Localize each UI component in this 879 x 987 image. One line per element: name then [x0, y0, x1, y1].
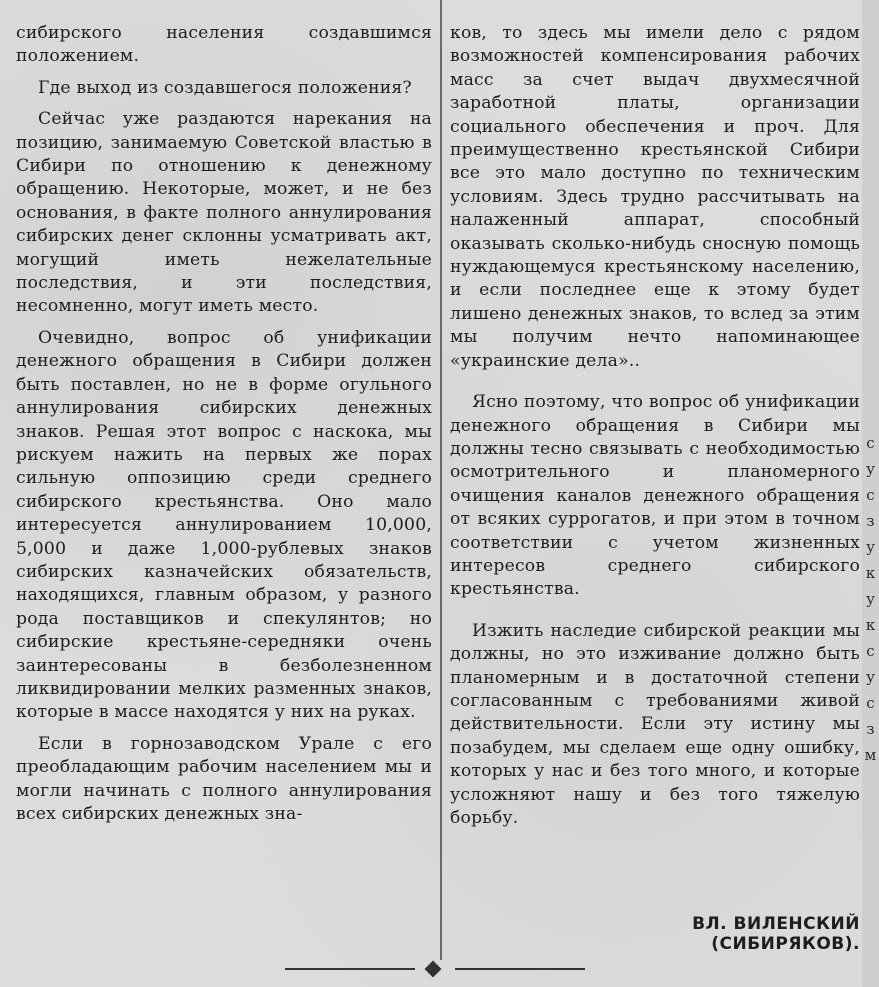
ornament-line-left	[285, 968, 415, 970]
edge-fragment: у	[866, 460, 875, 478]
edge-fragment: к	[865, 564, 876, 582]
right-paragraph-3: Изжить наследие сибирской реакции мы должны, но это изживание должно быть планомерным и в достаточной степени согласованным с требованиями живой действительности. Если эту истину мы позабудем, мы сделаем еще одну ошибку, которых у нас и без того много, и которые усложняют нашу и без того тяжелую борьбу.	[450, 620, 860, 828]
edge-fragment: с	[866, 694, 875, 712]
edge-fragment: с	[866, 486, 875, 504]
left-paragraph-1: сибирского населения создавшимся положением.	[16, 23, 432, 67]
edge-fragment: з	[866, 720, 875, 738]
edge-fragment: у	[866, 668, 875, 686]
right-paragraph-2: Ясно поэтому, что вопрос об унификации денежного обращения в Сибири мы должны тесно связывать с необходимостью осмотрительного и планомерного очищения каналов денежного обращения от всяких суррогатов, и при этом в точном соответствии с учетом жизненных интересов среднего сибирского крестьянства.	[450, 392, 860, 600]
edge-fragment: с	[866, 642, 875, 660]
right-paragraph-1: ков, то здесь мы имели дело с рядом возможностей компенсирования рабочих масс за счет выдач двухмесячной заработной платы, организации социального обеспечения и проч. Для преимущественно крестьянской Сибири все это мало доступно по техническим условиям. Здесь трудно рассчитывать на налаженный аппарат, способный оказывать сколько-нибудь сносную помощь нуждающемуся крестьянскому населению, и если последнее еще к этому будет лишено денежных знаков, то вслед за этим мы получим нечто напоминающее «украинские дела»..	[450, 23, 860, 371]
left-paragraph-3: Сейчас уже раздаются нарекания на позицию, занимаемую Советской властью в Сибири по отношению к денежному обращению. Некоторые, может, и не без основания, в факте полного аннулирования сибирских денег склонны усматривать акт, могущий иметь нежелательные последствия, и эти последствия, несомненно, могут иметь место.	[16, 109, 432, 317]
end-ornament	[285, 962, 585, 976]
edge-fragment: м	[864, 746, 877, 764]
ornament-diamond-icon	[425, 961, 442, 978]
left-paragraph-4: Очевидно, вопрос об унификации денежного обращения в Сибири должен быть поставлен, но не в форме огульного аннулирования сибирских денежных знаков. Решая этот вопрос с наскока, мы рискуем нажить на первых же порах сильную оппозицию среди среднего сибирского крестьянства. Оно мало интересуется аннулированием 10,000, 5,000 и даже 1,000-рублевых знаков сибирских казначейских обязательств, находящихся, главным образом, у разного рода поставщиков и спекулянтов; но сибирские крестьяне-середняки очень заинтересованы в безболезненном ликвидировании мелких разменных знаков, которые в массе находятся у них на руках.	[16, 327, 432, 723]
ornament-line-right	[455, 968, 585, 970]
edge-fragment: у	[866, 538, 875, 556]
left-column	[16, 22, 432, 834]
author-signature: ВЛ. ВИЛЕНСКИЙ (СИБИРЯКОВ).	[692, 914, 860, 954]
column-divider	[440, 0, 442, 960]
edge-fragment: з	[866, 512, 875, 530]
adjacent-column-edge	[862, 0, 879, 987]
edge-fragment: у	[866, 590, 875, 608]
edge-fragment: с	[866, 434, 875, 452]
left-paragraph-2: Где выход из создавшегося положения?	[38, 77, 412, 98]
edge-fragment: к	[865, 616, 876, 634]
right-column	[450, 22, 860, 838]
left-paragraph-5: Если в горнозаводском Урале с его преобладающим рабочим населением мы и могли начинать с полного аннулирования всех сибирских денежных зна-	[16, 733, 432, 824]
